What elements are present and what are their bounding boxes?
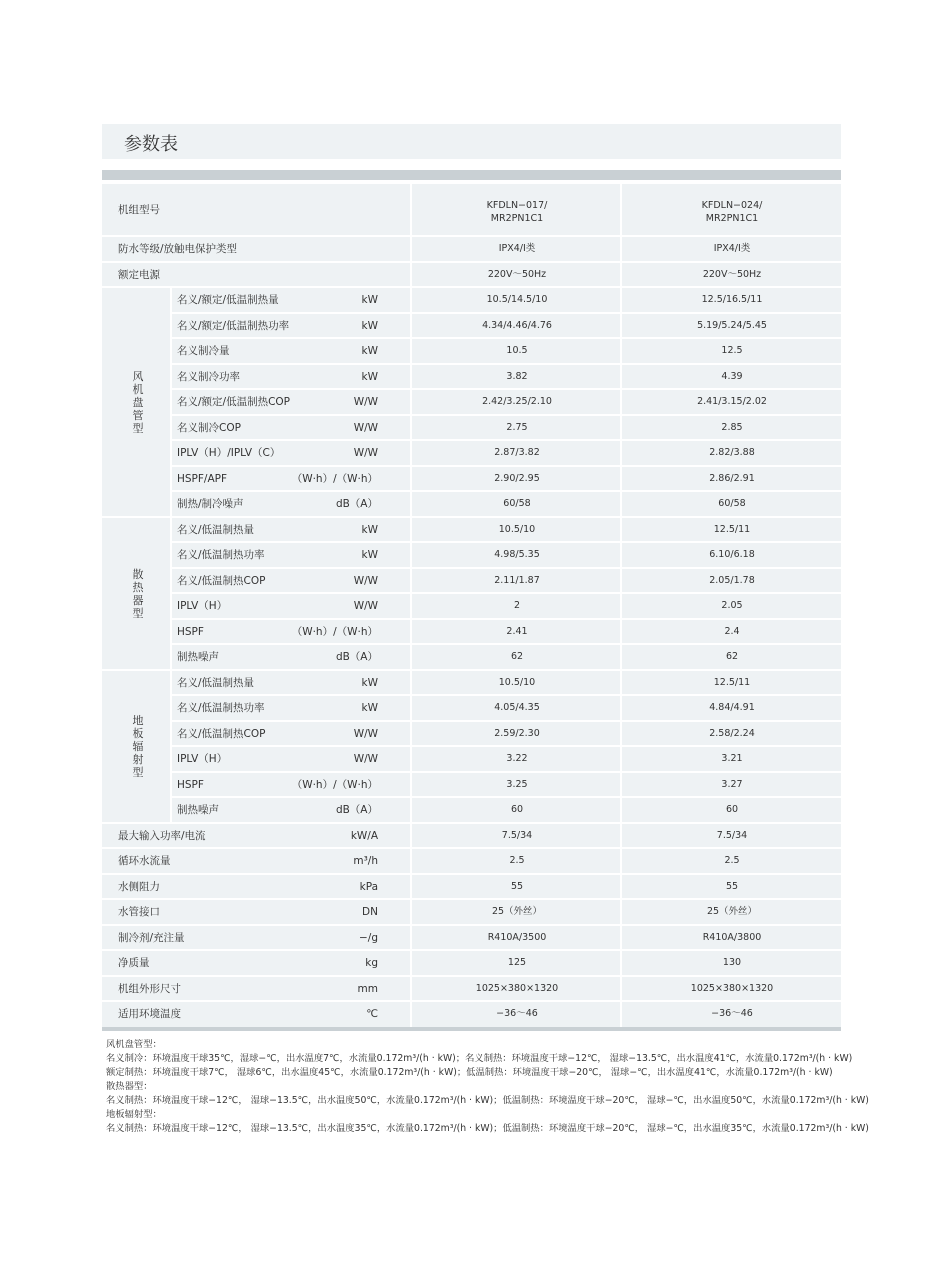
row-label: 名义/额定/低温制热功率 — [177, 319, 290, 332]
value-model-2: 4.84/4.91 — [709, 702, 755, 713]
value-model-1: 60/58 — [503, 498, 531, 509]
row-label: 名义/低温制热COP — [177, 574, 266, 587]
row-label: IPLV（H） — [177, 753, 228, 765]
value-model-1: −36～46 — [496, 1008, 538, 1019]
header-label: 机组型号 — [118, 204, 160, 216]
value-model-1: 2.90/2.95 — [494, 472, 540, 484]
row-divider — [171, 490, 841, 492]
group-name: 地 板 辐 射 型 — [132, 714, 144, 779]
value-model-2: 12.5 — [721, 345, 743, 356]
row-divider — [171, 771, 841, 773]
row-label: 名义制冷功率 — [177, 370, 240, 383]
value-model-2: 5.19/5.24/5.45 — [697, 319, 767, 331]
row-label: 额定电源 — [118, 268, 160, 281]
row-divider — [171, 643, 841, 645]
value-model-1: 4.05/4.35 — [494, 702, 540, 713]
row-divider — [171, 337, 841, 339]
row-divider — [171, 465, 841, 467]
row-divider — [171, 388, 841, 390]
row-divider — [102, 822, 841, 824]
row-unit: W/W — [353, 396, 378, 408]
header-model-2: KFDLN−024/ MR2PN1C1 — [701, 200, 763, 224]
value-model-2: −36～46 — [711, 1008, 753, 1019]
value-model-2: 6.10/6.18 — [709, 549, 755, 560]
row-unit: dB（A） — [335, 804, 378, 816]
value-model-1: 25（外丝） — [491, 906, 543, 917]
row-unit: kW/A — [350, 829, 378, 842]
row-unit: DN — [362, 906, 378, 918]
value-model-2: 2.86/2.91 — [709, 472, 755, 484]
row-divider — [102, 261, 841, 263]
row-unit: ℃ — [366, 1008, 378, 1020]
note-line: 风机盘管型： — [106, 1039, 162, 1050]
row-divider — [102, 286, 841, 288]
title-bar — [102, 124, 841, 159]
value-model-2: 60 — [725, 804, 739, 815]
row-unit: kW — [361, 523, 378, 536]
row-label: 名义/低温制热COP — [177, 727, 266, 740]
column-divider — [620, 184, 622, 1027]
row-unit: −/g — [358, 931, 378, 944]
value-model-1: 1025×380×1320 — [475, 982, 559, 994]
row-divider — [171, 592, 841, 594]
row-unit: W/W — [353, 753, 378, 765]
row-divider — [171, 618, 841, 620]
value-model-2: 4.39 — [721, 370, 743, 382]
row-label: IPLV（H） — [177, 600, 228, 612]
note-line: 名义制冷：环境温度干球35℃，湿球−℃，出水温度7℃，水流量0.172m³/(h · kW)；名义制热：环境温度干球−12℃， 湿球−13.5℃，出水温度41℃，水流量0.172m³/(h · kW) — [106, 1053, 853, 1064]
value-model-2: 130 — [722, 957, 742, 968]
value-model-2: 2.4 — [724, 625, 740, 637]
row-unit: m³/h — [353, 855, 378, 867]
row-unit: kW — [361, 294, 378, 306]
note-line: 名义制热：环境温度干球−12℃， 湿球−13.5℃，出水温度50℃，水流量0.172m³/(h · kW)；低温制热：环境温度干球−20℃， 湿球−℃，出水温度50℃，水流量0.172m³/(h · kW) — [106, 1095, 869, 1106]
value-model-1: 10.5/10 — [498, 523, 536, 535]
row-label: 制热噪声 — [177, 651, 219, 663]
table-bottom-band — [102, 1027, 841, 1031]
value-model-1: 2.87/3.82 — [494, 447, 540, 458]
column-divider — [410, 184, 412, 1027]
row-label: 名义/低温制热量 — [177, 676, 255, 689]
row-label: 名义/额定/低温制热COP — [177, 396, 291, 408]
value-model-2: 12.5/11 — [713, 523, 751, 535]
row-label: 制热噪声 — [177, 804, 219, 816]
value-model-1: 3.25 — [506, 778, 528, 790]
value-model-2: IPX4/I类 — [713, 243, 751, 254]
note-line: 额定制热：环境温度干球7℃， 湿球6℃，出水温度45℃，水流量0.172m³/(h · kW)；低温制热：环境温度干球−20℃， 湿球−℃，出水温度41℃，水流量0.172m³/(h · kW) — [106, 1067, 833, 1078]
note-line: 名义制热：环境温度干球−12℃， 湿球−13.5℃，出水温度35℃，水流量0.172m³/(h · kW)；低温制热：环境温度干球−20℃， 湿球−℃，出水温度35℃，水流量0.172m³/(h · kW) — [106, 1123, 869, 1134]
value-model-2: 3.21 — [721, 753, 743, 764]
row-label: HSPF — [177, 778, 204, 791]
value-model-1: IPX4/I类 — [498, 243, 536, 254]
row-unit: （W·h）/（W·h） — [291, 472, 378, 485]
footnotes — [106, 1038, 869, 1136]
row-divider — [102, 516, 841, 518]
spec-table — [102, 184, 841, 1027]
row-label: 名义/额定/低温制热量 — [177, 294, 279, 306]
row-label: HSPF/APF — [177, 472, 228, 485]
row-unit: kW — [361, 345, 378, 357]
value-model-2: 62 — [725, 651, 739, 662]
row-divider — [171, 541, 841, 543]
row-unit: W/W — [353, 421, 378, 434]
row-divider — [171, 363, 841, 365]
group-name: 风 机 盘 管 型 — [132, 369, 144, 435]
value-model-2: 2.5 — [724, 855, 740, 866]
value-model-1: 125 — [507, 957, 527, 968]
row-unit: mm — [357, 982, 378, 995]
value-model-1: 2.5 — [509, 855, 525, 866]
value-model-1: 2.11/1.87 — [494, 574, 540, 586]
row-label: 循环水流量 — [118, 855, 171, 867]
value-model-1: 4.34/4.46/4.76 — [482, 319, 552, 331]
row-label: 适用环境温度 — [118, 1008, 181, 1020]
value-model-2: 12.5/16.5/11 — [701, 294, 763, 305]
value-model-1: 2.75 — [506, 421, 528, 433]
row-label: HSPF — [177, 625, 204, 638]
row-label: IPLV（H）/IPLV（C） — [177, 447, 281, 459]
row-divider — [102, 235, 841, 237]
row-divider — [171, 567, 841, 569]
value-model-2: 2.05 — [721, 600, 743, 611]
header-model-1: KFDLN−017/ MR2PN1C1 — [486, 200, 548, 224]
value-model-2: 55 — [725, 880, 739, 892]
row-divider — [102, 898, 841, 900]
page-title: 参数表 — [124, 134, 178, 155]
row-unit: （W·h）/（W·h） — [291, 625, 378, 638]
row-divider — [102, 975, 841, 977]
value-model-2: 2.58/2.24 — [709, 727, 755, 739]
value-model-2: 12.5/11 — [713, 676, 751, 688]
value-model-1: R410A/3500 — [487, 931, 547, 943]
row-divider — [171, 414, 841, 416]
value-model-2: R410A/3800 — [702, 931, 762, 943]
value-model-1: 10.5/10 — [498, 676, 536, 688]
row-label: 名义/低温制热量 — [177, 523, 255, 536]
value-model-1: 10.5/14.5/10 — [486, 294, 548, 305]
value-model-2: 220V～50Hz — [702, 268, 762, 280]
row-label: 制冷剂/充注量 — [118, 931, 185, 944]
row-unit: （W·h）/（W·h） — [291, 778, 378, 791]
value-model-2: 2.82/3.88 — [709, 447, 755, 458]
value-model-2: 60/58 — [718, 498, 746, 509]
row-unit: W/W — [353, 447, 378, 459]
row-label: 机组外形尺寸 — [118, 982, 181, 995]
note-line: 散热器型： — [106, 1081, 153, 1092]
row-divider — [102, 924, 841, 926]
table-top-band — [102, 170, 841, 180]
row-unit: kPa — [359, 880, 378, 893]
group-name: 散 热 器 型 — [132, 567, 144, 620]
row-unit: kW — [361, 319, 378, 332]
row-label: 净质量 — [118, 957, 150, 969]
row-label: 水侧阻力 — [118, 880, 160, 893]
row-unit: W/W — [353, 600, 378, 612]
value-model-1: 2.59/2.30 — [494, 727, 540, 739]
row-divider — [171, 694, 841, 696]
value-model-2: 2.05/1.78 — [709, 574, 755, 586]
row-unit: kg — [365, 957, 378, 969]
value-model-1: 2.41 — [506, 625, 528, 637]
row-divider — [102, 1000, 841, 1002]
value-model-1: 55 — [510, 880, 524, 892]
row-label: 水管接口 — [118, 906, 160, 918]
row-unit: kW — [361, 676, 378, 689]
row-unit: W/W — [353, 727, 378, 740]
value-model-1: 7.5/34 — [501, 829, 533, 841]
value-model-1: 62 — [510, 651, 524, 662]
row-unit: dB（A） — [335, 651, 378, 663]
row-unit: dB（A） — [335, 498, 378, 510]
row-divider — [102, 873, 841, 875]
row-unit: kW — [361, 370, 378, 383]
value-model-2: 2.41/3.15/2.02 — [697, 396, 767, 407]
row-divider — [171, 796, 841, 798]
row-divider — [102, 847, 841, 849]
value-model-1: 220V～50Hz — [487, 268, 547, 280]
row-divider — [102, 949, 841, 951]
group-divider — [170, 287, 172, 823]
row-label: 最大输入功率/电流 — [118, 829, 206, 842]
note-line: 地板辐射型： — [106, 1109, 162, 1120]
row-label: 制热/制冷噪声 — [177, 498, 244, 510]
row-unit: kW — [361, 702, 378, 714]
row-divider — [171, 312, 841, 314]
value-model-2: 25（外丝） — [706, 906, 758, 917]
row-divider — [102, 669, 841, 671]
value-model-1: 4.98/5.35 — [494, 549, 540, 560]
value-model-1: 3.82 — [506, 370, 528, 382]
value-model-1: 2.42/3.25/2.10 — [482, 396, 552, 407]
row-label: 防水等级/放触电保护类型 — [118, 243, 238, 255]
value-model-2: 7.5/34 — [716, 829, 748, 841]
row-label: 名义/低温制热功率 — [177, 549, 265, 561]
value-model-2: 1025×380×1320 — [690, 982, 774, 994]
row-unit: W/W — [353, 574, 378, 587]
row-divider — [171, 439, 841, 441]
row-unit: kW — [361, 549, 378, 561]
value-model-1: 3.22 — [506, 753, 528, 764]
row-divider — [171, 745, 841, 747]
value-model-2: 3.27 — [721, 778, 743, 790]
row-label: 名义制冷COP — [177, 421, 241, 434]
value-model-1: 10.5 — [506, 345, 528, 356]
row-label: 名义制冷量 — [177, 345, 230, 357]
row-label: 名义/低温制热功率 — [177, 702, 265, 714]
value-model-2: 2.85 — [721, 421, 743, 433]
value-model-1: 60 — [510, 804, 524, 815]
row-divider — [171, 720, 841, 722]
value-model-1: 2 — [513, 600, 521, 611]
